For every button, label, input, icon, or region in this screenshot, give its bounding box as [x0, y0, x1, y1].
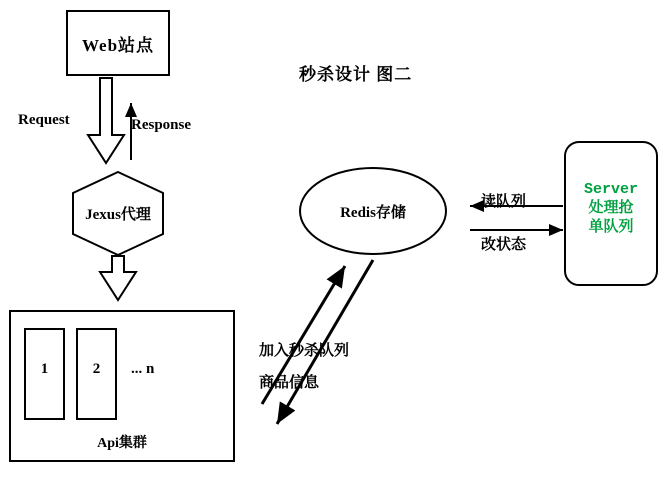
server-label-line1: Server — [583, 181, 638, 198]
edge-label-response: Response — [131, 117, 192, 133]
request-arrow — [88, 78, 124, 163]
edge-label-request: Request — [18, 112, 70, 128]
diagram-title: 秒杀设计 图二 — [299, 65, 413, 84]
web-site-label: Web站点 — [81, 36, 155, 55]
server-label-line3: 单队列 — [588, 219, 634, 236]
api-node-2-label: 2 — [92, 361, 101, 377]
edge-label-read-queue: 读队列 — [481, 194, 527, 210]
edge-label-join-seckill-queue: 加入秒杀队列 — [259, 343, 350, 359]
edge-label-product-info: 商品信息 — [259, 375, 320, 391]
server-label-line2: 处理抢 — [588, 200, 634, 217]
jexus-proxy-label: Jexus代理 — [85, 207, 151, 223]
redis-store-label: Redis存储 — [340, 205, 406, 221]
api-node-more-label: ... n — [131, 361, 155, 377]
edge-label-change-state: 改状态 — [481, 237, 527, 253]
api-cluster-label: Api集群 — [97, 436, 147, 451]
proxy-to-api-arrow — [100, 256, 136, 300]
api-node-1-label: 1 — [40, 361, 49, 377]
